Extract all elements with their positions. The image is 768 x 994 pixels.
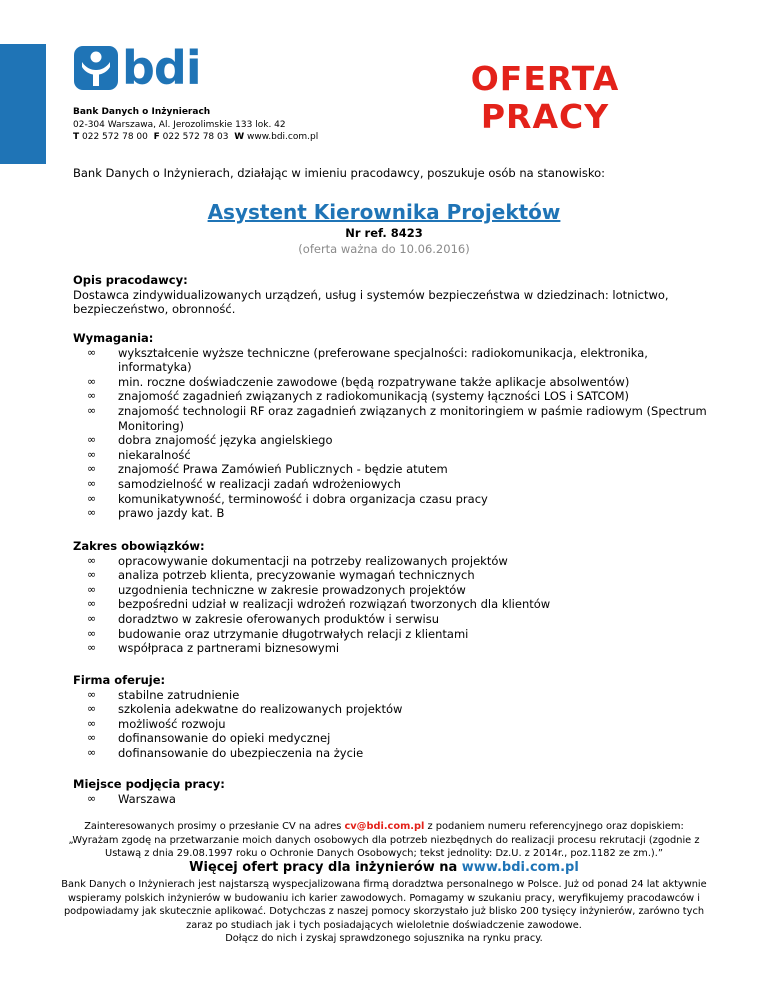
list-item [73, 346, 713, 375]
bdi-logo [74, 41, 201, 95]
list-item-text: znajomość zagadnień związanych z radiokomunikacją (systemy łączności LOS i SATCOM) [118, 389, 630, 404]
bullet-icon: ∞ [87, 611, 97, 625]
web-label: W [234, 132, 245, 142]
list-item-text: szkolenia adekwatne do realizowanych projektów [118, 702, 403, 717]
list-item [73, 731, 713, 746]
apply-text-post: z podaniem numeru referencyjnego oraz dopiskiem: [424, 821, 684, 832]
fax-number: 022 572 78 03 [162, 132, 229, 142]
location-heading: Miejsce podjęcia pracy: [73, 777, 225, 791]
requirements-list [73, 346, 713, 521]
list-item-text: możliwość rozwoju [118, 716, 226, 731]
list-item-text: znajomość Prawa Zamówień Publicznych - będzie atutem [118, 462, 448, 477]
list-item-text: min. roczne doświadczenie zawodowe (będą rozpatrywane także aplikacje absolwentów) [118, 374, 630, 389]
company-address: 02-304 Warszawa, Al. Jerozolimskie 133 lok. 42 [73, 119, 286, 130]
company-info [73, 106, 318, 144]
list-item-text: wykształcenie wyższe techniczne (preferowane specjalności: radiokomunikacja, elektronika, informatyka) [118, 345, 648, 375]
list-item [73, 389, 713, 404]
requirements-heading: Wymagania: [73, 331, 154, 345]
list-item [73, 792, 713, 807]
offer-badge-line1: OFERTA [470, 59, 620, 98]
consent-clause: „Wyrażam zgodę na przetwarzanie moich danych osobowych dla potrzeb niezbędnych do realizacji procesu rekrutacji (zgodnie z Ustawą z dnia 29.08.1997 roku o Ochronie Danych Osobowych; tekst jednolity: Dz.U. z 2014r., poz.1182 ze zm.).” [68, 834, 700, 860]
list-item-text: dofinansowanie do ubezpieczenia na życie [118, 745, 364, 760]
list-item [73, 448, 713, 463]
employer-heading: Opis pracodawcy: [73, 273, 188, 287]
bullet-icon: ∞ [87, 582, 97, 596]
list-item [73, 702, 713, 717]
reference-number: Nr ref. 8423 [345, 226, 423, 240]
bullet-icon: ∞ [87, 553, 97, 567]
offers-list [73, 688, 713, 761]
bullet-icon: ∞ [87, 491, 97, 505]
list-item-text: znajomość technologii RF oraz zagadnień związanych z monitoringiem w paśmie radiowym (Spectrum Monitoring) [118, 403, 707, 433]
apply-text-pre: Zainteresowanych prosimy o przesłanie CV na adres [84, 821, 345, 832]
bullet-icon: ∞ [87, 447, 97, 461]
list-item [73, 568, 713, 583]
list-item-text: współpraca z partnerami biznesowymi [118, 641, 340, 656]
bullet-icon: ∞ [87, 702, 97, 716]
list-item-text: komunikatywność, terminowość i dobra organizacja czasu pracy [118, 491, 488, 506]
bullet-icon: ∞ [87, 687, 97, 701]
apply-email-link[interactable]: cv@bdi.com.pl [344, 821, 425, 832]
job-title: Asystent Kierownika Projektów [207, 200, 561, 224]
list-item [73, 462, 713, 477]
list-item-text: dobra znajomość języka angielskiego [118, 433, 333, 448]
fax-label: F [153, 132, 160, 142]
employer-section [73, 273, 713, 317]
requirements-section [73, 331, 713, 521]
list-item [73, 492, 713, 507]
company-name: Bank Danych o Inżynierach [73, 107, 211, 117]
list-item-text: doradztwo w zakresie oferowanych produktów i serwisu [118, 611, 440, 626]
bullet-icon: ∞ [87, 626, 97, 640]
bullet-icon: ∞ [87, 791, 97, 805]
offer-validity: (oferta ważna do 10.06.2016) [298, 242, 470, 256]
bullet-icon: ∞ [87, 476, 97, 490]
list-item [73, 688, 713, 703]
list-item-text: prawo jazdy kat. B [118, 506, 225, 521]
list-item-text: uzgodnienia techniczne w zakresie prowadzonych projektów [118, 582, 466, 597]
location-list [73, 792, 713, 807]
list-item-text: Warszawa [118, 791, 176, 806]
bullet-icon: ∞ [87, 506, 97, 520]
bullet-icon: ∞ [87, 745, 97, 759]
list-item [73, 627, 713, 642]
more-offers-link[interactable]: www.bdi.com.pl [461, 860, 579, 875]
list-item [73, 375, 713, 390]
phone-number: 022 572 78 00 [82, 132, 148, 142]
web-address[interactable]: www.bdi.com.pl [247, 132, 319, 142]
bullet-icon: ∞ [87, 731, 97, 745]
bullet-icon: ∞ [87, 597, 97, 611]
more-offers-text: Więcej ofert pracy dla inżynierów na [189, 860, 462, 875]
bullet-icon: ∞ [87, 374, 97, 388]
list-item-text: analiza potrzeb klienta, precyzowanie wymagań technicznych [118, 568, 475, 583]
list-item [73, 477, 713, 492]
duties-list [73, 554, 713, 656]
bullet-icon: ∞ [87, 345, 97, 359]
bullet-icon: ∞ [87, 403, 97, 417]
list-item [73, 717, 713, 732]
apply-instructions [56, 820, 712, 861]
company-contacts [73, 131, 318, 144]
list-item [73, 746, 713, 761]
location-section [73, 777, 713, 806]
company-about [56, 878, 712, 946]
about-text: Bank Danych o Inżynierach jest najstarszą wyspecjalizowana firmą doradztwa personalnego w Polsce. Już od ponad 24 lat aktywnie wspieramy polskich inżynierów w budowaniu ich karier zawodowych. Pomagamy w szukaniu pracy, weryfikujemy pracodawców i podpowiadamy jak skutecznie aplikować. Dotychczas z naszej pomocy skorzystało już blisko 200 tysięcy inżynierów, zarówno tych zaraz po studiach jak i tych posiadających wieloletnie doświadczenie zawodowe. [61, 879, 707, 931]
duties-heading: Zakres obowiązków: [73, 539, 205, 553]
logo-text: bdi [122, 41, 201, 95]
list-item-text: samodzielność w realizacji zadań wdrożeniowych [118, 476, 401, 491]
list-item-text: dofinansowanie do opieki medycznej [118, 731, 331, 746]
offer-badge-line2: PRACY [480, 97, 610, 136]
cta-text: Dołącz do nich i zyskaj sprawdzonego sojusznika na rynku pracy. [225, 933, 543, 945]
list-item [73, 583, 713, 598]
more-offers [0, 860, 768, 875]
list-item [73, 641, 713, 656]
list-item [73, 554, 713, 569]
list-item [73, 433, 713, 448]
bullet-icon: ∞ [87, 568, 97, 582]
bullet-icon: ∞ [87, 389, 97, 403]
intro-text: Bank Danych o Inżynierach, działając w imieniu pracodawcy, poszukuje osób na stanowisko: [73, 166, 605, 180]
list-item [73, 612, 713, 627]
logo-mark-icon [74, 46, 118, 90]
duties-section [73, 539, 713, 656]
bullet-icon: ∞ [87, 641, 97, 655]
list-item-text: niekaralność [118, 447, 191, 462]
offers-heading: Firma oferuje: [73, 673, 166, 687]
bullet-icon: ∞ [87, 716, 97, 730]
bullet-icon: ∞ [87, 433, 97, 447]
list-item [73, 597, 713, 612]
list-item-text: stabilne zatrudnienie [118, 687, 240, 702]
employer-text: Dostawca zindywidualizowanych urządzeń, usług i systemów bezpieczeństwa w dziedzinach: lotnictwo, bezpieczeństwo, obronność. [73, 287, 669, 317]
list-item [73, 404, 713, 433]
offer-badge [470, 60, 620, 136]
brand-bar [0, 44, 46, 164]
list-item-text: opracowywanie dokumentacji na potrzeby realizowanych projektów [118, 553, 508, 568]
list-item-text: budowanie oraz utrzymanie długotrwałych relacji z klientami [118, 626, 469, 641]
list-item [73, 506, 713, 521]
phone-label: T [73, 132, 80, 142]
list-item-text: bezpośredni udział w realizacji wdrożeń rozwiązań tworzonych dla klientów [118, 597, 551, 612]
bullet-icon: ∞ [87, 462, 97, 476]
offers-section [73, 673, 713, 761]
